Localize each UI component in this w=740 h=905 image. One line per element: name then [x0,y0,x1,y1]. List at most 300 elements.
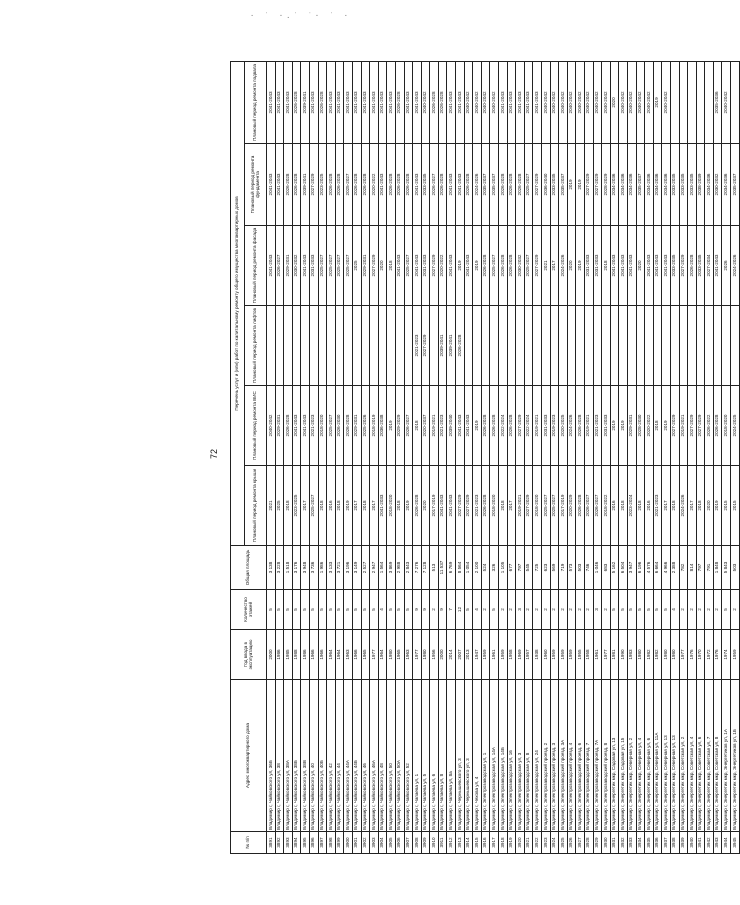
cell-year: 1961 [593,630,602,680]
cell-no: 3896 [309,832,318,854]
table-row [395,61,404,853]
cell-floors: 9 [438,590,447,630]
cell-area: 6 769 [447,546,456,590]
cell-no: 3902 [361,832,370,854]
cell-area: 7 276 [413,546,422,590]
cell-year: 1977 [602,630,611,680]
cell-facade: 2018 [387,226,396,306]
cell-year: 1964 [327,630,336,680]
cell-no: 3940 [688,832,697,854]
cell-address: Владимир г, Энергетик мкр, Энергетиков ул, 1Б [731,680,740,832]
table-row [645,61,654,853]
cell-vis: 2019 [610,386,619,466]
cell-no: 3939 [679,832,688,854]
cell-facade: 2025-2027 [490,226,499,306]
cell-cellar: 2041-2043 [267,61,276,143]
cell-year: 2000 [438,630,447,680]
cell-roof: 2018 [636,466,645,546]
cell-facade: 2041-2043 [464,226,473,306]
cell-cellar: 2041-2043 [413,61,422,143]
cell-vis: 2018 [653,386,662,466]
cell-lift [679,306,688,386]
cell-vis: 2018 [413,386,422,466]
cell-roof: 2016 [645,466,654,546]
cell-roof: 2018-2022 [602,466,611,546]
cell-cellar: 2040-2042 [619,61,628,143]
cell-no: 3904 [378,832,387,854]
cell-year: 1959 [567,630,576,680]
cell-year: 1956 [430,630,439,680]
cell-roof: 2019 [404,466,413,546]
cell-address: Владимир г, Чайковского ул, 46 [361,680,370,832]
cell-foundation: 2038-2039 [696,144,705,226]
cell-address: Владимир г, Чайковского ул, 44А [344,680,353,832]
cell-roof: 2017 [688,466,697,546]
cell-area: 797 [516,546,525,590]
cell-no: 3911 [438,832,447,854]
cell-year: 1966 [352,630,361,680]
cell-floors: 2 [507,590,516,630]
cell-foundation: 2026-2028 [292,144,301,226]
table-row [610,61,619,853]
cell-lift [602,306,611,386]
cell-area: 3 138 [267,546,276,590]
cell-floors: 5 [309,590,318,630]
cell-facade: 2041-2043 [662,226,671,306]
cell-area: 1 054 [464,546,473,590]
table-row [662,61,671,853]
cell-facade: 2024-2026 [731,226,740,306]
cell-no: 3944 [722,832,731,854]
cell-roof: 2020 [705,466,714,546]
cell-address: Владимир г, Чапаева ул, 6 [430,680,439,832]
header-lift: Плановый период ремонта лифтов [245,306,267,386]
cell-cellar: 2041-2043 [309,61,318,143]
cell-roof: 2018-2020 [533,466,542,546]
cell-no: 3899 [335,832,344,854]
cell-floors: 2 [696,590,705,630]
cell-roof: 2017 [352,466,361,546]
cell-floors: 2 [542,590,551,630]
cell-roof: 2023-2024 [627,466,636,546]
cell-facade: 2017 [550,226,559,306]
cell-no: 3898 [327,832,336,854]
cell-year: 1982 [645,630,654,680]
cell-lift [516,306,525,386]
cell-area: 503 [731,546,740,590]
cell-area: 3 196 [344,546,353,590]
cell-roof: 2019-2021 [516,466,525,546]
cell-roof: 2041-2033 [378,466,387,546]
cell-no: 3907 [404,832,413,854]
cell-vis: 2019-2021 [430,386,439,466]
cell-foundation: 2026-2028 [361,144,370,226]
table-body [267,61,740,853]
cell-cellar: 2040-2042 [567,61,576,143]
cell-cellar: 2040-2042 [602,61,611,143]
cell-floors: 5 [370,590,379,630]
cell-address: Владимир г, Чайковского ул, 38 [275,680,284,832]
cell-year: 1970 [696,630,705,680]
header-address: Адрес многоквартирного дома [231,680,267,832]
cell-no: 3927 [576,832,585,854]
cell-floors: 5 [662,590,671,630]
cell-area: 1 986 [318,546,327,590]
cell-floors: 4 [378,590,387,630]
cell-foundation: 2033-2035 [679,144,688,226]
cell-facade: 2031-2033 [593,226,602,306]
cell-facade: 2026-2028 [481,226,490,306]
cell-address: Владимир г, Чайковского ул, 36Б [267,680,276,832]
cell-floors: 5 [387,590,396,630]
cell-area: 4 576 [645,546,654,590]
cell-year: 1959 [559,630,568,680]
table-row [559,61,568,853]
cell-lift [301,306,310,386]
cell-vis: 2041-2043 [301,386,310,466]
table-row [524,61,533,853]
cell-vis: 2026-2028 [507,386,516,466]
cell-address: Владимир г, Энергетик мкр, Советская ул, 4 [688,680,697,832]
cell-floors: 5 [610,590,619,630]
cell-no: 3897 [318,832,327,854]
cell-foundation: 2033-2035 [688,144,697,226]
cell-area: 8 564 [456,546,465,590]
table-row [542,61,551,853]
cell-cellar: 2041-2043 [275,61,284,143]
cell-lift [576,306,585,386]
cell-facade: 2033-2035 [670,226,679,306]
cell-lift [670,306,679,386]
cell-roof: 2018 [619,466,628,546]
cell-lift [284,306,293,386]
cell-floors: 2 [430,590,439,630]
cell-floors: 2 [550,590,559,630]
table-row [593,61,602,853]
cell-no: 3943 [713,832,722,854]
cell-no: 3930 [602,832,611,854]
cell-area: 3 947 [627,546,636,590]
cell-area: 2 527 [361,546,370,590]
cell-vis: 2026-2028 [490,386,499,466]
cell-area: 797 [696,546,705,590]
cell-facade: 2021 [542,226,551,306]
cell-foundation: 2035-2037 [636,144,645,226]
cell-lift [722,306,731,386]
table-row [499,61,508,853]
cell-lift [344,306,353,386]
cell-foundation: 2027-2029 [309,144,318,226]
cell-cellar: 2041-2043 [370,61,379,143]
cell-cellar: 2040-2042 [722,61,731,143]
table-row [301,61,310,853]
cell-year: 1986 [275,630,284,680]
cell-foundation: 2023-2025 [318,144,327,226]
table-row [619,61,628,853]
cell-area: 573 [567,546,576,590]
cell-floors: 5 [490,590,499,630]
table-row [627,61,636,853]
table-row [447,61,456,853]
cell-floors: 2 [688,590,697,630]
cell-cellar: 2040-2042 [627,61,636,143]
cell-facade: 2026 [722,226,731,306]
repair-schedule-table [230,61,740,854]
cell-foundation: 2026-2028 [327,144,336,226]
cell-area: 1 518 [284,546,293,590]
table-row [567,61,576,853]
cell-lift [688,306,697,386]
cell-address: Владимир г, Энергетик мкр, Энергетиков ул, 1А [722,680,731,832]
cell-address: Владимир г, Электрозаводский проезд, 2 [542,680,551,832]
cell-roof: 2025 [275,466,284,546]
cell-cellar: 2040-2042 [481,61,490,143]
cell-cellar: 2040-2042 [550,61,559,143]
cell-cellar: 2026-2028 [318,61,327,143]
cell-no: 3920 [516,832,525,854]
cell-cellar: 2019 [653,61,662,143]
cell-vis: 2041-2043 [464,386,473,466]
cell-address: Владимир г, Чайковского ул, 50А [395,680,404,832]
cell-cellar: 2040-2042 [559,61,568,143]
cell-cellar [679,61,688,143]
cell-lift [267,306,276,386]
cell-area: 7 128 [421,546,430,590]
cell-year: 1990 [619,630,628,680]
cell-year: 1964 [335,630,344,680]
cell-cellar: 2041-2043 [507,61,516,143]
table-row [378,61,387,853]
cell-no: 3921 [524,832,533,854]
cell-year: 1980 [662,630,671,680]
cell-cellar: 2041-2043 [387,61,396,143]
cell-address: Владимир г, Чапаева ул, 8 [438,680,447,832]
cell-cellar: 2040-2042 [593,61,602,143]
cell-lift [559,306,568,386]
cell-roof: 2018-2020 [490,466,499,546]
cell-address: Владимир г, Чайковского ул, 40 [309,680,318,832]
cell-address: Владимир г, Чайковского ул, 48 [378,680,387,832]
cell-lift [464,306,473,386]
cell-lift [550,306,559,386]
cell-floors: 2 [533,590,542,630]
cell-vis: 2027-2029 [688,386,697,466]
cell-cellar: 2026-2028 [438,61,447,143]
cell-address: Владимир г, Электрозаводский проезд, 4 [567,680,576,832]
cell-year: 1959 [481,630,490,680]
cell-cellar: 2035-2036 [713,61,722,143]
cell-no: 3892 [275,832,284,854]
cell-area: 814 [688,546,697,590]
cell-roof: 2018-2020 [387,466,396,546]
cell-area: 2 988 [395,546,404,590]
cell-address: Владимир г, Электрозаводский проезд, 7А [593,680,602,832]
table-row [370,61,379,853]
cell-cellar: 2041-2043 [327,61,336,143]
cell-no: 3936 [653,832,662,854]
cell-vis: 2019-2021 [533,386,542,466]
cell-floors: 7 [447,590,456,630]
cell-roof: 2016 [610,466,619,546]
cell-lift [395,306,404,386]
cell-address: Владимир г, Электрозаводская ул, 3 [516,680,525,832]
cell-foundation: 2027-2029 [533,144,542,226]
cell-floors: 4 [473,590,482,630]
cell-no: 3895 [301,832,310,854]
cell-address: Владимир г, Энергетик мкр, Советская ул, 6 [696,680,705,832]
cell-cellar: 2040-2042 [584,61,593,143]
table-row [430,61,439,853]
cell-address: Владимир г, Электрозаводский проезд, 3А [559,680,568,832]
cell-foundation: 2041-2043 [378,144,387,226]
cell-cellar: 2041-2043 [404,61,413,143]
cell-floors: 5 [335,590,344,630]
cell-floors: 2 [602,590,611,630]
cell-year: 1961 [490,630,499,680]
cell-floors: 5 [267,590,276,630]
cell-address: Владимир г, Электрозаводская ул, 14А [490,680,499,832]
cell-year: 1981 [610,630,619,680]
cell-no: 3945 [731,832,740,854]
cell-roof: 2019 [344,466,353,546]
cell-floors: 5 [619,590,628,630]
table-row [456,61,465,853]
cell-year: 1977 [679,630,688,680]
cell-floors: 2 [567,590,576,630]
cell-cellar: 2026-2028 [292,61,301,143]
cell-roof: 2017-2019 [559,466,568,546]
cell-roof: 2026-2027 [584,466,593,546]
cell-facade: 2033-2035 [696,226,705,306]
table-row [464,61,473,853]
cell-cellar: 2040-2042 [473,61,482,143]
cell-facade: 2025 [352,226,361,306]
cell-foundation: 2027-2029 [584,144,593,226]
cell-cellar: 2041-2043 [533,61,542,143]
cell-lift [378,306,387,386]
cell-year: 1959 [550,630,559,680]
cell-facade: 2041-2043 [447,226,456,306]
cell-vis: 2039-2040 [447,386,456,466]
cell-no: 3916 [481,832,490,854]
cell-no: 3905 [387,832,396,854]
cell-cellar: 2041-2043 [378,61,387,143]
cell-facade: 2041-2043 [627,226,636,306]
table-row [335,61,344,853]
cell-lift: 2039-2041 [438,306,447,386]
cell-area: 623 [542,546,551,590]
cell-area: 545 [524,546,533,590]
cell-facade: 2041-2043 [645,226,654,306]
cell-cellar: 2040-2042 [542,61,551,143]
cell-floors: 9 [421,590,430,630]
cell-foundation: 2035-2037 [481,144,490,226]
cell-address: Владимир г, Электрозаводская ул, 14Б [499,680,508,832]
cell-vis: 2025-2026 [361,386,370,466]
table-row [602,61,611,853]
cell-vis: 2025-2027 [327,386,336,466]
cell-cellar: 2040-2042 [490,61,499,143]
cell-address: Владимир г, Чайковского ул, 38А [284,680,293,832]
cell-year: 1980 [670,630,679,680]
cell-vis: 2022-2024 [524,386,533,466]
cell-roof: 2018 [335,466,344,546]
table-row [576,61,585,853]
cell-lift [636,306,645,386]
cell-no: 3917 [490,832,499,854]
cell-foundation: 2041-2043 [413,144,422,226]
cell-address: Владимир г, Чернышевского ул, 3 [464,680,473,832]
cell-address: Владимир г, Энергетик мкр, Северная ул, 13 [670,680,679,832]
cell-year: 1959 [499,630,508,680]
cell-vis: 2029-2031 [352,386,361,466]
cell-no: 3913 [456,832,465,854]
cell-cellar [696,61,705,143]
cell-address: Владимир г, Энергетик мкр, Северная ул, 4 [636,680,645,832]
cell-roof: 2018 [284,466,293,546]
cell-floors: 5 [636,590,645,630]
table-row [318,61,327,853]
cell-lift [584,306,593,386]
cell-foundation: 2034-2036 [627,144,636,226]
cell-floors: 2 [584,590,593,630]
cell-facade: 2041-2043 [267,226,276,306]
table-row [653,61,662,853]
cell-roof: 2041-2043 [447,466,456,546]
table-row [387,61,396,853]
cell-facade: 2020-2022 [438,226,447,306]
cell-no: 3937 [662,832,671,854]
cell-facade: 2025-2027 [335,226,344,306]
cell-facade: 2041-2043 [301,226,310,306]
cell-vis: 2024-2026 [567,386,576,466]
cell-floors: 5 [275,590,284,630]
cell-roof: 2021-2023 [653,466,662,546]
cell-no: 3903 [370,832,379,854]
cell-roof: 2017 [301,466,310,546]
cell-facade: 2041-2043 [610,226,619,306]
cell-facade: 2027-2029 [679,226,688,306]
cell-floors: 2 [731,590,740,630]
cell-no: 3908 [413,832,422,854]
table-row [292,61,301,853]
table-row [413,61,422,853]
cell-roof: 2018 [395,466,404,546]
table-row [438,61,447,853]
cell-vis: 2024-2025 [731,386,740,466]
cell-no: 3900 [344,832,353,854]
cell-cellar: 2041-2043 [344,61,353,143]
cell-area: 1 848 [713,546,722,590]
cell-lift [327,306,336,386]
cell-area: 683 [602,546,611,590]
cell-roof: 2016 [327,466,336,546]
cell-address: Владимир г, Чернышевского ул, 3 [456,680,465,832]
cell-no: 3929 [593,832,602,854]
cell-floors: 3 [516,590,525,630]
cell-area: 524 [481,546,490,590]
cell-year: 1947 [473,630,482,680]
cell-floors: 5 [301,590,310,630]
cell-roof: 2025-2027 [550,466,559,546]
cell-roof: 2018 [499,466,508,546]
cell-vis: 2018-2019 [370,386,379,466]
cell-floors: 5 [464,590,473,630]
cell-area: 3 228 [275,546,284,590]
cell-address: Владимир г, Энергетик мкр, Северная ул, 11А [653,680,662,832]
header-facade: Плановый период ремонта фасада [245,226,267,306]
cell-address: Владимир г, Энергетик мкр, Северная ул, 13 [662,680,671,832]
